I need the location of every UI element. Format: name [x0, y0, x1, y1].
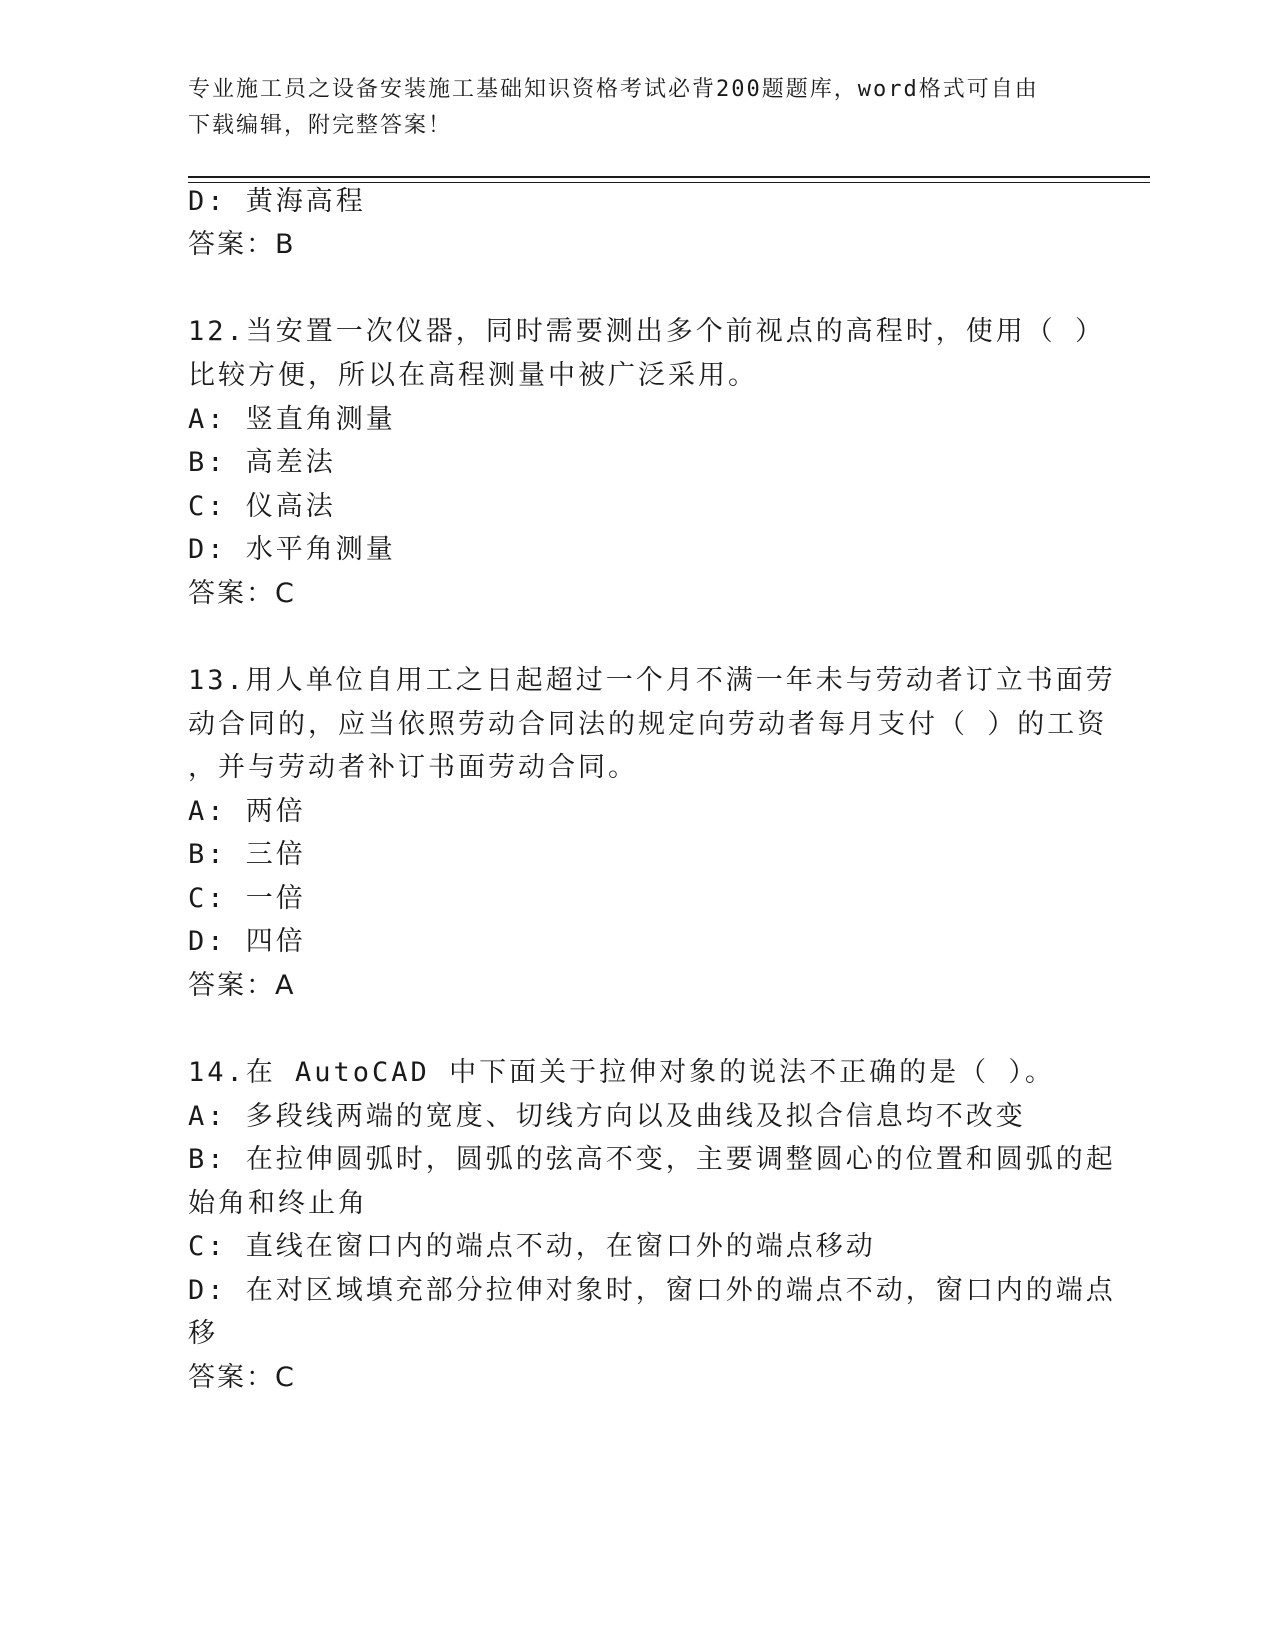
header-line-2: 下载编辑，附完整答案！	[188, 113, 453, 138]
q11-answer: 答案：B	[188, 229, 296, 260]
q12-stem-line-2: 比较方便，所以在高程测量中被广泛采用。	[188, 360, 758, 391]
q13-stem-line-1: 13.用人单位自用工之日起超过一个月不满一年未与劳动者订立书面劳	[188, 665, 1116, 696]
document-header	[188, 72, 1078, 144]
q13-option-c: C: 一倍	[188, 883, 306, 914]
q13-option-b: B: 三倍	[188, 839, 306, 870]
header-divider-thick	[188, 176, 1150, 178]
q13-option-d: D: 四倍	[188, 926, 306, 957]
q13-stem-line-3: ，并与劳动者补订书面劳动合同。	[188, 752, 638, 783]
q12-option-b: B: 高差法	[188, 447, 336, 478]
q11-option-d: D: 黄海高程	[188, 186, 366, 217]
q12-option-a: A: 竖直角测量	[188, 404, 396, 435]
q14-option-b-line-2: 始角和终止角	[188, 1188, 368, 1219]
q12-stem-line-1: 12.当安置一次仪器，同时需要测出多个前视点的高程时，使用（ ）	[188, 316, 1106, 347]
q13-stem-line-2: 动合同的，应当依照劳动合同法的规定向劳动者每月支付（ ）的工资	[188, 709, 1108, 740]
q12-option-d: D: 水平角测量	[188, 534, 396, 565]
q13-answer: 答案：A	[188, 970, 296, 1001]
q14-option-b-line-1: B: 在拉伸圆弧时，圆弧的弦高不变，主要调整圆心的位置和圆弧的起	[188, 1144, 1116, 1175]
q14-option-c: C: 直线在窗口内的端点不动，在窗口外的端点移动	[188, 1231, 876, 1262]
header-line-1: 专业施工员之设备安装施工基础知识资格考试必背200题题库，word格式可自由	[188, 77, 1039, 102]
q14-option-d-line-2: 移	[188, 1318, 218, 1349]
q14-option-d-line-1: D: 在对区域填充部分拉伸对象时，窗口外的端点不动，窗口内的端点	[188, 1275, 1116, 1306]
header-divider-thin	[188, 182, 1150, 183]
q14-option-a: A: 多段线两端的宽度、切线方向以及曲线及拟合信息均不改变	[188, 1101, 1026, 1132]
q13-option-a: A: 两倍	[188, 796, 306, 827]
q12-answer: 答案：C	[188, 578, 296, 609]
q14-answer: 答案：C	[188, 1362, 296, 1393]
q12-option-c: C: 仪高法	[188, 491, 336, 522]
q14-stem-line-1: 14.在 AutoCAD 中下面关于拉伸对象的说法不正确的是（ ）。	[188, 1057, 1055, 1088]
